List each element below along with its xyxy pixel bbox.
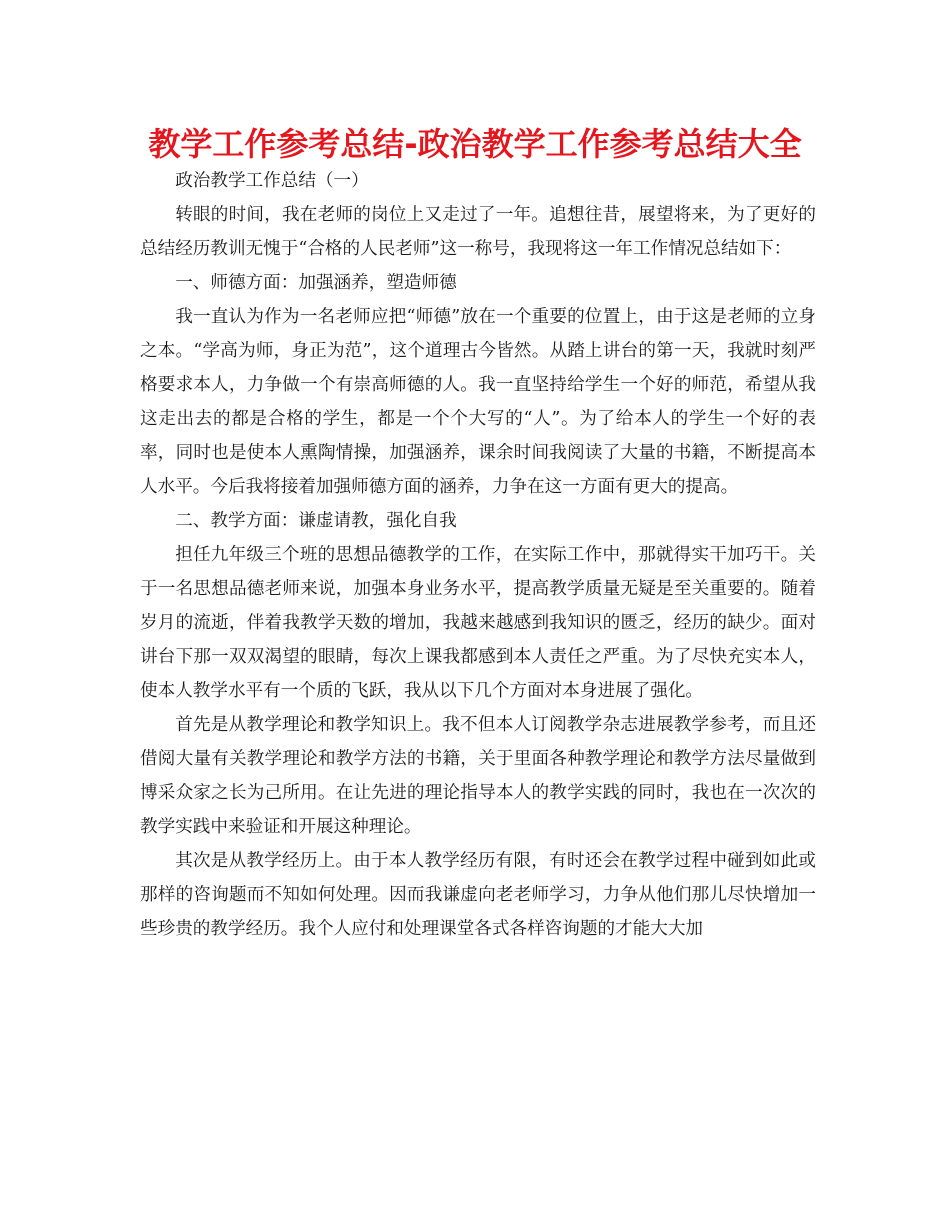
section-heading: 二、教学方面：谦虚请教，强化自我 [175,511,457,531]
section-heading: 政治教学工作总结（一） [175,171,369,191]
paragraph: 转眼的时间，我在老师的岗位上又走过了一年。追想往昔，展望将来，为了更好的总结经历教训无愧于“合格的人民老师”这一称号，我现将这一年工作情况总结如下： [140,205,816,259]
paragraph: 我一直认为作为一名老师应把“师德”放在一个重要的位置上，由于这是老师的立身之本。“学高为师，身正为范”，这个道理古今皆然。从踏上讲台的第一天，我就时刻严格要求本人，力争做一个有崇高师德的人。我一直坚持给学生一个好的师范，希望从我这走出去的都是合格的学生，都是一个个大写的“人”。为了给本人的学生一个好的表率，同时也是使本人熏陶情操，加强涵养，课余时间我阅读了大量的书籍，不断提高本人水平。今后我将接着加强师德方面的涵养，力争在这一方面有更大的提高。 [140,307,816,497]
paragraph: 其次是从教学经历上。由于本人教学经历有限，有时还会在教学过程中碰到如此或那样的咨询题而不知如何处理。因而我谦虚向老老师学习，力争从他们那儿尽快增加一些珍贵的教学经历。我个人应付和处理课堂各式各样咨询题的才能大大加 [140,851,816,939]
paragraph: 首先是从教学理论和教学知识上。我不但本人订阅教学杂志进展教学参考，而且还借阅大量有关教学理论和教学方法的书籍，关于里面各种教学理论和教学方法尽量做到博采众家之长为己所用。在让先进的理论指导本人的教学实践的同时，我也在一次次的教学实践中来验证和开展这种理论。 [140,715,816,837]
document-title: 教学工作参考总结-政治教学工作参考总结大全 [148,125,802,163]
paragraph: 担任九年级三个班的思想品德教学的工作，在实际工作中，那就得实干加巧干。关于一名思想品德老师来说，加强本身业务水平，提高教学质量无疑是至关重要的。随着岁月的流逝，伴着我教学天数的增加，我越来越感到我知识的匮乏，经历的缺少。面对讲台下那一双双渴望的眼睛，每次上课我都感到本人责任之严重。为了尽快充实本人，使本人教学水平有一个质的飞跃，我从以下几个方面对本身进展了强化。 [140,545,816,701]
section-heading: 一、师德方面：加强涵养，塑造师德 [175,273,457,293]
document-body [140,164,816,946]
